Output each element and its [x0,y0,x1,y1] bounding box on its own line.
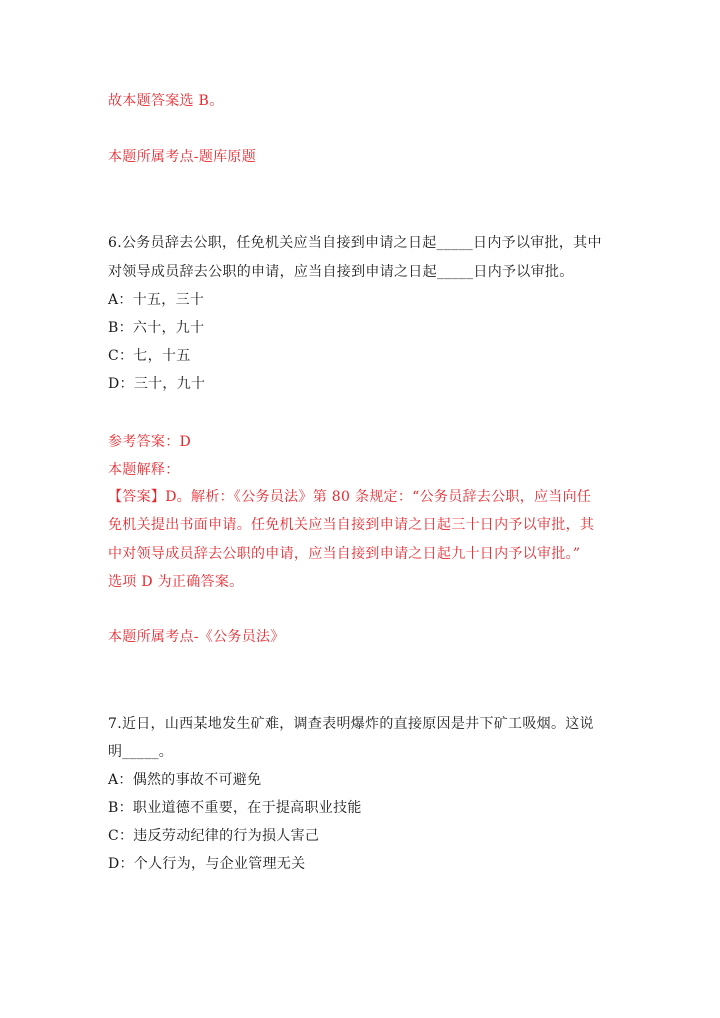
q6-explanation-line-1: 【答案】D。解析：《公务员法》第 80 条规定：“公务员辞去公职，应当向任 [108,489,592,505]
q7-stem-line-2: 明_____。 [108,744,174,760]
q7-option-b: B：职业道德不重要，在于提高职业技能 [108,800,362,816]
q6-explanation-title: 本题解释： [108,462,180,478]
q7-option-a: A：偶然的事故不可避免 [108,772,262,788]
q6-explanation-line-3: 中对领导成员辞去公职的申请，应当自接到申请之日起九十日内予以审批。” [108,546,581,562]
q7-stem-line-1: 7.近日，山西某地发生矿难，调查表明爆炸的直接原因是井下矿工吸烟。这说 [108,716,594,732]
q6-option-d: D：三十，九十 [108,376,206,392]
q6-topic: 本题所属考点-《公务员法》 [108,629,285,645]
prev-topic: 本题所属考点-题库原题 [108,149,257,165]
q6-reference-answer: 参考答案：D [108,434,192,450]
q6-option-c: C：七，十五 [108,348,191,364]
q6-option-b: B：六十，九十 [108,320,205,336]
q6-stem-line-1: 6.公务员辞去公职，任免机关应当自接到申请之日起_____日内予以审批，其中 [108,235,602,251]
q7-option-c: C：违反劳动纪律的行为损人害己 [108,828,320,844]
q6-option-a: A：十五，三十 [108,292,205,308]
q6-explanation-line-2: 免机关提出书面申请。任免机关应当自接到申请之日起三十日内予以审批，其 [108,517,595,533]
q7-option-d: D：个人行为，与企业管理无关 [108,856,306,872]
prev-answer-conclusion: 故本题答案选 B。 [108,93,224,109]
q6-stem-line-2: 对领导成员辞去公职的申请，应当自接到申请之日起_____日内予以审批。 [108,264,574,280]
q6-explanation-line-4: 选项 D 为正确答案。 [108,574,244,590]
